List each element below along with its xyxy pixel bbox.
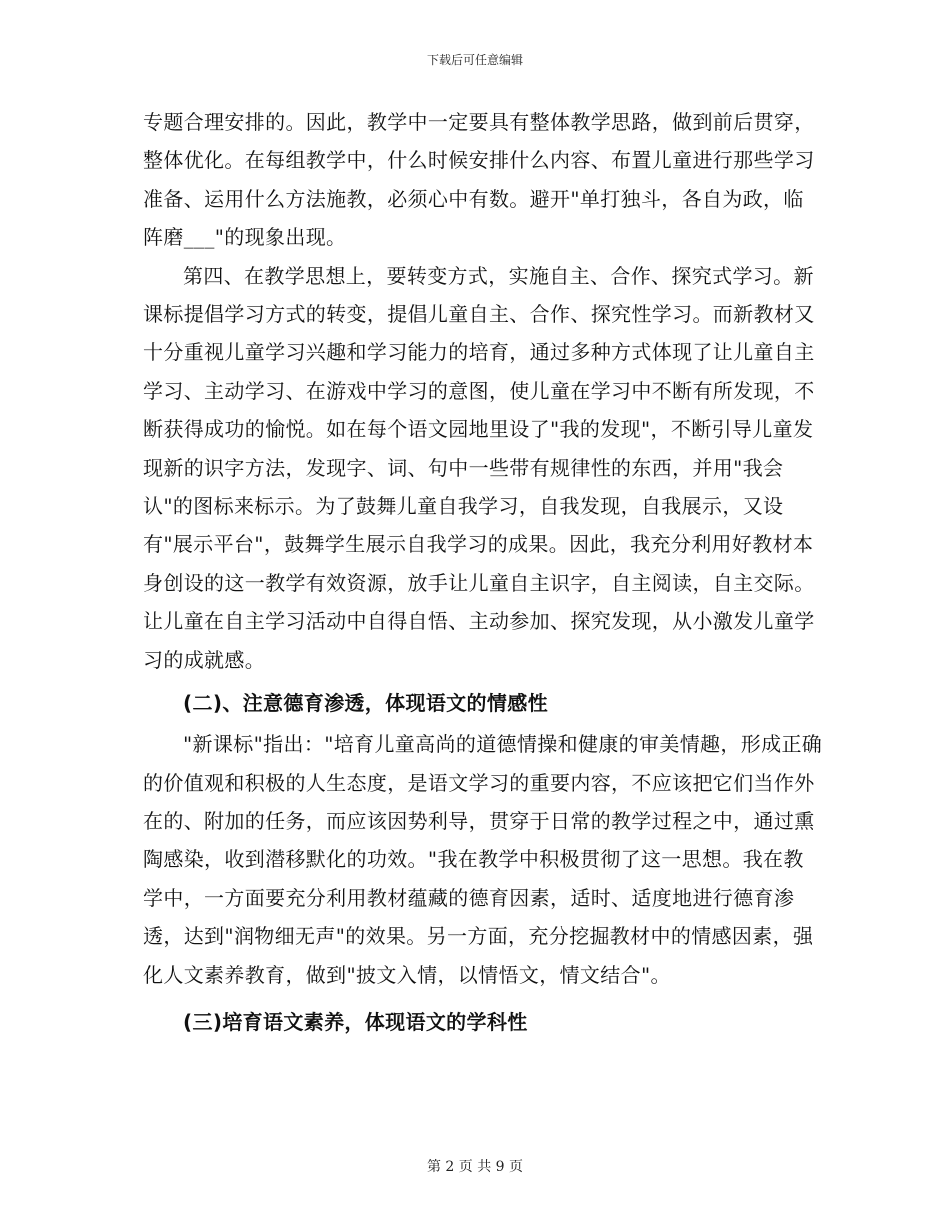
body-paragraph: 专题合理安排的。因此，教学中一定要具有整体教学思路，做到前后贯穿，整体优化。在每组教学中，什么时候安排什么内容、布置儿童进行那些学习准备、运用什么方法施教，必须心中有数。避开"单打独斗，各自为政，临阵磨___"的现象出现。 — [143, 110, 815, 250]
section-heading: (三)培育语文素养，体现语文的学科性 — [183, 1009, 528, 1034]
body-paragraph: "新课标"指出："培育儿童高尚的道德情操和健康的审美情趣，形成正确的价值观和积极的人生态度，是语文学习的重要内容，不应该把它们当作外在的、附加的任务，而应该因势利导，贯穿于日常的教学过程之中，通过熏陶感染，收到潜移默化的功效。"我在教学中积极贯彻了这一思想。我在教学中，一方面要充分利用教材蕴藏的德育因素，适时、适度地进行德育渗透，达到"润物细无声"的效果。另一方面，充分挖掘教材中的情感因素，强化人文素养教育，做到"披文入情，以情悟文，情文结合"。 — [143, 732, 823, 987]
body-paragraph: 第四、在教学思想上，要转变方式，实施自主、合作、探究式学习。新课标提倡学习方式的转变，提倡儿童自主、合作、探究性学习。而新教材又十分重视儿童学习兴趣和学习能力的培育，通过多种方式体现了让儿童自主学习、主动学习、在游戏中学习的意图，使儿童在学习中不断有所发现，不断获得成功的愉悦。如在每个语文园地里设了"我的发现"，不断引导儿童发现新的识字方法，发现字、词、句中一些带有规律性的东西，并用"我会认"的图标来标示。为了鼓舞儿童自我学习，自我发现，自我展示，又设有"展示平台"，鼓舞学生展示自我学习的成果。因此，我充分利用好教材本身创设的这一教学有效资源，放手让儿童自主识字，自主阅读，自主交际。让儿童在自主学习活动中自得自悟、主动参加、探究发现，从小激发儿童学习的成就感。 — [143, 263, 815, 672]
page-number: 第 2 页 共 9 页 — [426, 1159, 524, 1175]
page-header-note: 下载后可任意编辑 — [426, 53, 523, 67]
section-heading: (二)、注意德育渗透，体现语文的情感性 — [183, 691, 548, 716]
page-body — [143, 103, 823, 1042]
